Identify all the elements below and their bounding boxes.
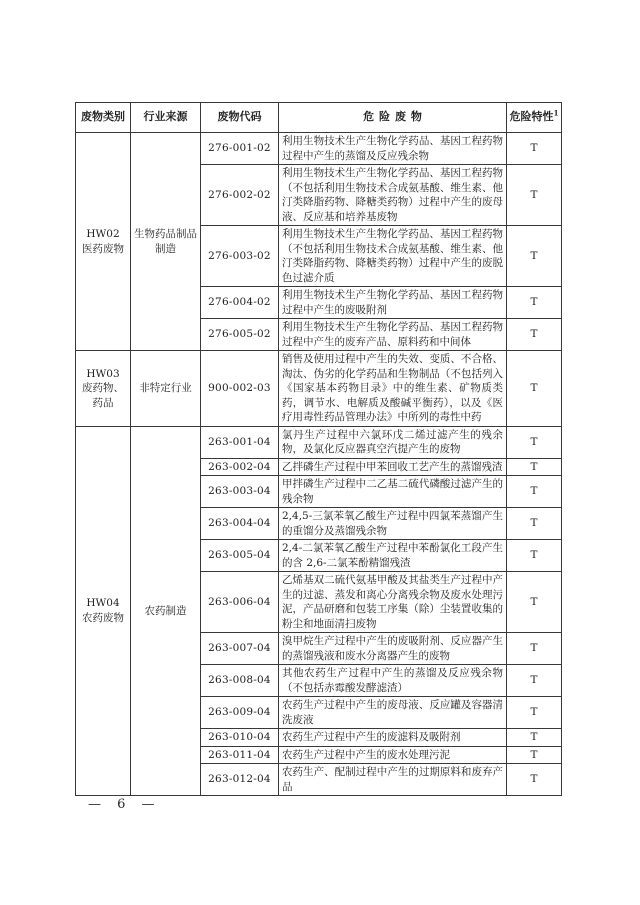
waste-description-cell: 2,4-二氯苯氧乙酸生产过程中苯酚氯化工段产生的含 2,6-二氯苯酚精馏残渣 <box>279 540 507 572</box>
waste-description-cell: 利用生物技术生产生物化学药品、基因工程药物（不包括利用生物技术合成氨基酸、维生素、他汀类降脂药物、降糖类药物）过程中产生的废母液、反应基和培养基废物 <box>279 165 507 226</box>
waste-code-cell: 263-002-04 <box>201 458 279 476</box>
header-row <box>76 103 562 133</box>
hazard-property-cell: T <box>507 287 562 319</box>
hazard-property-cell: T <box>507 226 562 287</box>
category-cell-hw04 <box>76 426 131 796</box>
waste-description-cell: 销售及使用过程中产生的失效、变质、不合格、淘汰、伪劣的化学药品和生物制品（不包括列入《国家基本药物目录》中的维生素、矿物质类药，调节水、电解质及酸碱平衡药），以及《医疗用毒性药品管理办法》中所列的毒性中药 <box>279 351 507 427</box>
page-number: — 6 — <box>88 797 157 812</box>
waste-description-cell: 农药生产、配制过程中产生的过期原料和废弃产品 <box>279 764 507 796</box>
waste-code-cell: 900-002-03 <box>201 351 279 427</box>
hazard-property-cell: T <box>507 729 562 747</box>
waste-code-cell: 263-001-04 <box>201 426 279 458</box>
hazard-property-cell: T <box>507 665 562 697</box>
waste-code-cell: 263-011-04 <box>201 746 279 764</box>
hazard-property-cell: T <box>507 508 562 540</box>
category-cell-hw02 <box>76 133 131 351</box>
waste-code-cell: 263-006-04 <box>201 572 279 633</box>
category-name: 医药废物 <box>82 242 124 255</box>
hazard-property-cell: T <box>507 476 562 508</box>
hazard-property-cell: T <box>507 764 562 796</box>
col-header-waste-code: 废物代码 <box>201 103 279 133</box>
industry-cell: 非特定行业 <box>131 351 201 427</box>
waste-code-cell: 263-007-04 <box>201 633 279 665</box>
waste-code-cell: 263-012-04 <box>201 764 279 796</box>
hazard-property-cell: T <box>507 746 562 764</box>
waste-description-cell: 利用生物技术生产生物化学药品、基因工程药物过程中产生的蒸馏及反应残余物 <box>279 133 507 165</box>
waste-description-cell: 氯丹生产过程中六氯环戊二烯过滤产生的残余物，及氯化反应器真空汽提产生的废物 <box>279 426 507 458</box>
waste-description-cell: 农药生产过程中产生的废水处理污泥 <box>279 746 507 764</box>
col-header-hazardous-waste-label: 危险废物 <box>363 110 427 124</box>
category-code: HW03 <box>86 367 120 380</box>
hazard-property-cell: T <box>507 697 562 729</box>
hazard-property-cell: T <box>507 633 562 665</box>
waste-description-cell: 利用生物技术生产生物化学药品、基因工程药物过程中产生的废弃产品、原料药和中间体 <box>279 319 507 351</box>
waste-description-cell: 乙拌磷生产过程中甲苯回收工艺产生的蒸馏残渣 <box>279 458 507 476</box>
waste-description-cell: 溴甲烷生产过程中产生的废吸附剂、反应器产生的蒸馏残液和废水分离器产生的废物 <box>279 633 507 665</box>
col-header-hazardous-waste <box>279 103 507 133</box>
category-name: 农药废物 <box>82 611 124 624</box>
category-cell-hw03 <box>76 351 131 427</box>
waste-description-cell: 利用生物技术生产生物化学药品、基因工程药物过程中产生的废吸附剂 <box>279 287 507 319</box>
hazard-property-cell: T <box>507 133 562 165</box>
waste-code-cell: 276-002-02 <box>201 165 279 226</box>
category-name: 废药物、药品 <box>82 382 124 409</box>
hazard-property-cell: T <box>507 540 562 572</box>
waste-code-cell: 276-005-02 <box>201 319 279 351</box>
table-row <box>76 426 562 458</box>
table-row <box>76 351 562 427</box>
waste-code-cell: 263-003-04 <box>201 476 279 508</box>
industry-cell: 农药制造 <box>131 426 201 796</box>
hazard-property-cell: T <box>507 426 562 458</box>
footnote-superscript: 1 <box>553 108 559 118</box>
waste-code-cell: 263-009-04 <box>201 697 279 729</box>
waste-description-cell: 2,4,5-三氯苯氧乙酸生产过程中四氯苯蒸馏产生的重馏分及蒸馏残余物 <box>279 508 507 540</box>
category-code: HW02 <box>86 228 120 240</box>
waste-description-cell: 农药生产过程中产生的废滤料及吸附剂 <box>279 729 507 747</box>
hazard-property-cell: T <box>507 351 562 427</box>
hazard-property-cell: T <box>507 165 562 226</box>
waste-code-cell: 276-004-02 <box>201 287 279 319</box>
col-header-hazard-property-label: 危险特性 <box>509 110 554 124</box>
col-header-industry-source: 行业来源 <box>131 103 201 133</box>
waste-code-cell: 263-004-04 <box>201 508 279 540</box>
waste-code-cell: 263-005-04 <box>201 540 279 572</box>
hazard-property-cell: T <box>507 319 562 351</box>
col-header-waste-category: 废物类别 <box>76 103 131 133</box>
waste-description-cell: 乙烯基双二硫代氨基甲酸及其盐类生产过程中产生的过滤、蒸发和离心分离残余物及废水处理污泥，产品研磨和包装工序集（除）尘装置收集的粉尘和地面清扫废物 <box>279 572 507 633</box>
waste-code-cell: 276-001-02 <box>201 133 279 165</box>
waste-code-cell: 263-008-04 <box>201 665 279 697</box>
waste-description-cell: 利用生物技术生产生物化学药品、基因工程药物（不包括利用生物技术合成氨基酸、维生素、他汀类降脂药物、降糖类药物）过程中产生的废脱色过滤介质 <box>279 226 507 287</box>
hazard-property-cell: T <box>507 572 562 633</box>
waste-description-cell: 甲拌磷生产过程中二乙基二硫代磷酸过滤产生的残余物 <box>279 476 507 508</box>
col-header-hazard-property <box>507 103 562 133</box>
waste-description-cell: 农药生产过程中产生的废母液、反应罐及容器清洗废液 <box>279 697 507 729</box>
waste-description-cell: 其他农药生产过程中产生的蒸馏及反应残余物（不包括赤霉酸发酵滤渣） <box>279 665 507 697</box>
hazardous-waste-table <box>75 102 562 796</box>
category-code: HW04 <box>86 597 120 610</box>
hazard-property-cell: T <box>507 458 562 476</box>
waste-code-cell: 276-003-02 <box>201 226 279 287</box>
waste-code-cell: 263-010-04 <box>201 729 279 747</box>
table-row <box>76 133 562 165</box>
industry-cell: 生物药品制品制造 <box>131 133 201 351</box>
